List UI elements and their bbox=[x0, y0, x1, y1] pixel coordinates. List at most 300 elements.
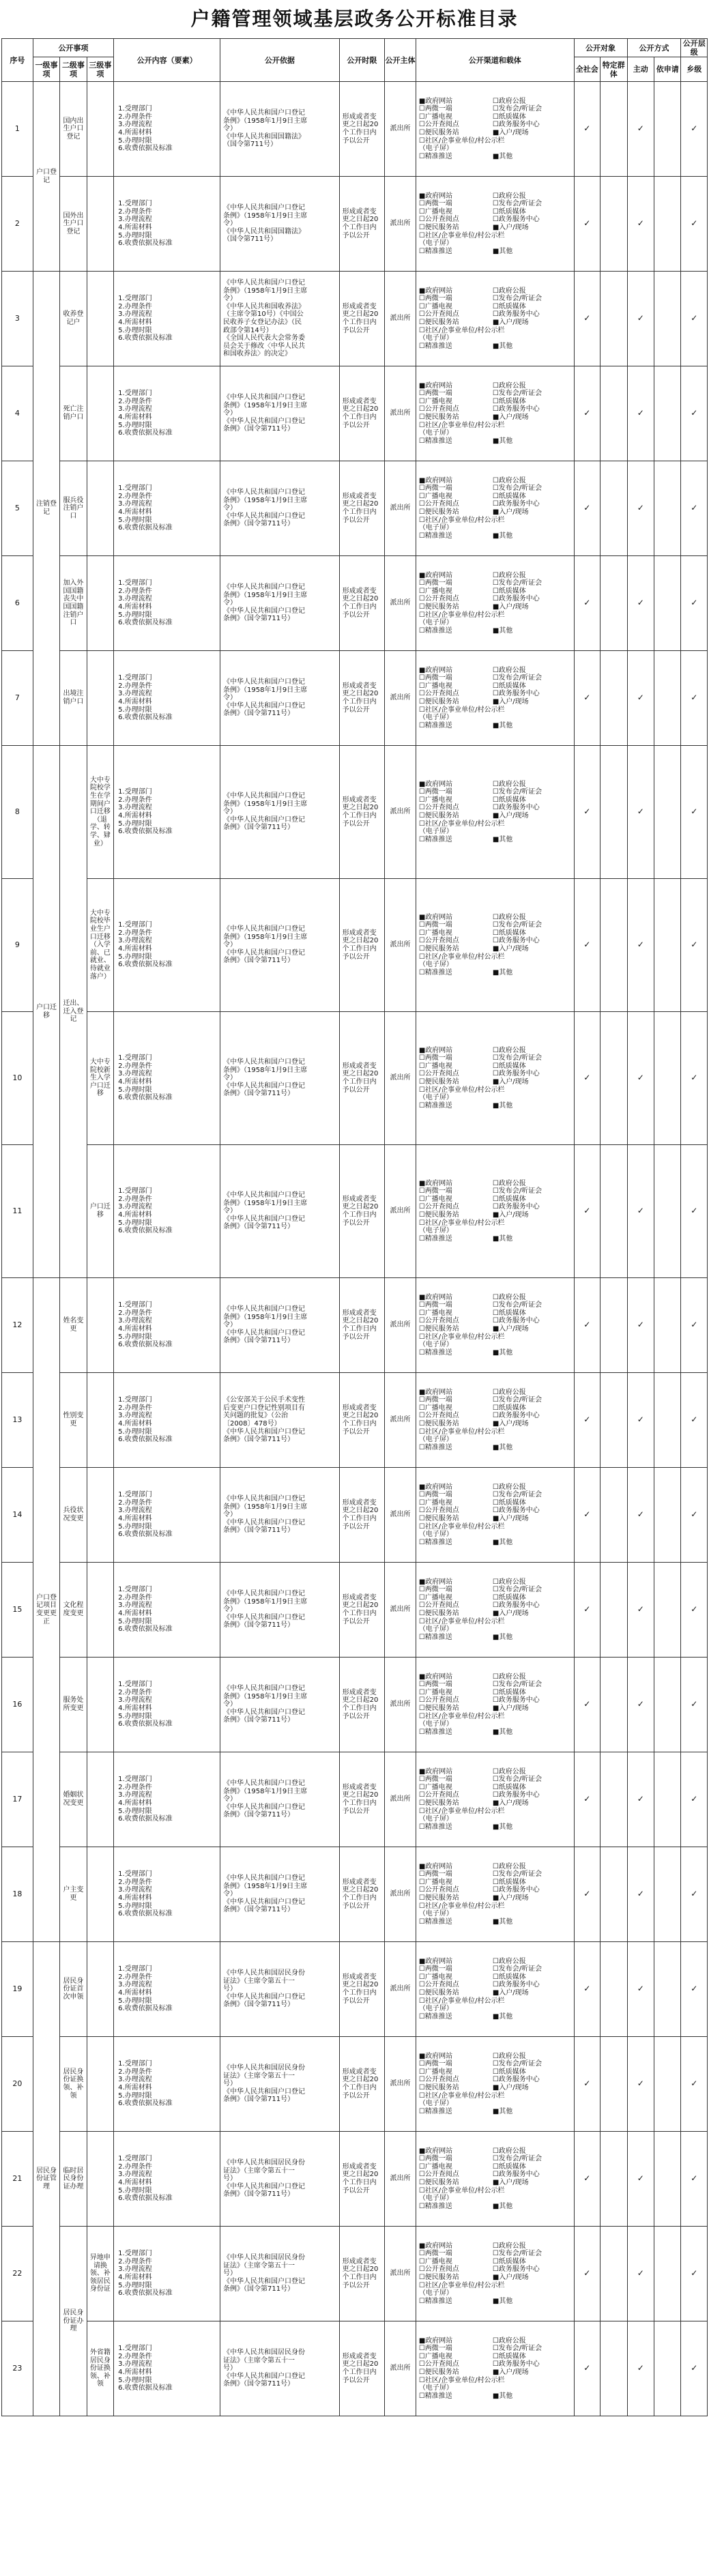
channel-option: ☐公开查阅点 bbox=[418, 2360, 459, 2369]
check-specific-group bbox=[601, 651, 627, 746]
basis-line: 《公安部关于公民手术变性 bbox=[223, 1396, 306, 1404]
channel-option bbox=[493, 1523, 574, 1531]
channel-option: ☐两微一端 bbox=[418, 674, 452, 682]
basis-line: （主席令第10号）《中国公 bbox=[223, 310, 304, 319]
public-channels bbox=[416, 366, 574, 461]
channel-option: ■政府网站 bbox=[418, 571, 453, 579]
channel-row bbox=[419, 1507, 574, 1515]
catalog-table bbox=[1, 38, 708, 2416]
channel-option: ☐便民服务站 bbox=[418, 1610, 459, 1617]
basis-line: 令） bbox=[223, 941, 237, 949]
basis-line: 条例》（国令第711号） bbox=[223, 2096, 295, 2104]
channel-option: ■入户/现场 bbox=[492, 1894, 529, 1902]
basis-line: 条例》（国令第711号） bbox=[223, 957, 295, 965]
channel-option bbox=[493, 1227, 574, 1235]
level2-matter: 姓名变更 bbox=[60, 1278, 87, 1373]
basis-line: 条例》（国令第711号） bbox=[223, 425, 295, 433]
channel-option: （电子屏） bbox=[418, 1436, 453, 1444]
content-item: 1.受理部门 bbox=[118, 105, 152, 113]
public-timing: 形成或者变更之日起20个工作日内予以公开 bbox=[339, 2132, 385, 2227]
channel-row bbox=[419, 303, 574, 311]
channel-option: ☐社区/企事业单位/村公示栏 bbox=[418, 1333, 505, 1341]
row-number: 17 bbox=[2, 1752, 33, 1847]
public-timing: 形成或者变更之日起20个工作日内予以公开 bbox=[339, 2037, 385, 2132]
basis-line: 条例》（1958年1月9日主席 bbox=[223, 591, 308, 599]
channel-option: ☐发布会/听证会 bbox=[492, 1776, 542, 1784]
channel-option: ■入户/现场 bbox=[492, 129, 529, 136]
channel-row bbox=[419, 1341, 574, 1349]
basis-line: 条例》（国令第711号） bbox=[223, 615, 295, 623]
channel-option: ■入户/现场 bbox=[492, 1420, 529, 1428]
basis-line: 令） bbox=[223, 125, 237, 133]
channel-row bbox=[419, 2179, 574, 2187]
public-timing: 形成或者变更之日起20个工作日内予以公开 bbox=[339, 366, 385, 461]
public-subject: 派出所 bbox=[385, 2227, 416, 2321]
table-row bbox=[2, 1468, 708, 1563]
channel-option: ☐政府公报 bbox=[492, 1046, 526, 1054]
channel-option bbox=[493, 619, 574, 627]
channel-option: ☐社区/企事业单位/村公示栏 bbox=[418, 136, 505, 145]
check-on-request bbox=[654, 746, 680, 879]
row-number: 10 bbox=[2, 1012, 33, 1145]
basis-line: 《中华人民共和国户口登记 bbox=[223, 678, 306, 686]
check-specific-group bbox=[601, 177, 627, 272]
channel-row bbox=[419, 2289, 574, 2298]
channel-option bbox=[493, 1086, 574, 1095]
channel-row bbox=[419, 1349, 574, 1357]
channel-option: ☐政务服务中心 bbox=[492, 1886, 540, 1894]
channel-option: ■入户/现场 bbox=[492, 2179, 529, 2186]
channel-row bbox=[419, 2250, 574, 2258]
check-township: ✓ bbox=[681, 879, 708, 1012]
content-item: 4.所需材料 bbox=[118, 319, 152, 326]
channel-option: ☐发布会/听证会 bbox=[492, 1681, 542, 1689]
content-item: 1.受理部门 bbox=[118, 674, 152, 682]
basis-line: 《中华人民共和国户口登记 bbox=[223, 1780, 306, 1788]
channel-row bbox=[419, 2337, 574, 2345]
public-subject: 派出所 bbox=[385, 1752, 416, 1847]
check-all-society: ✓ bbox=[574, 2037, 600, 2132]
channel-row bbox=[419, 1325, 574, 1333]
channel-option: ■入户/现场 bbox=[492, 698, 529, 706]
channel-option: ☐政府公报 bbox=[492, 287, 526, 295]
channel-option: ☐发布会/听证会 bbox=[492, 921, 542, 929]
channel-option: ☐政府公报 bbox=[492, 571, 526, 579]
channel-option: ☐便民服务站 bbox=[418, 2369, 459, 2376]
row-number: 12 bbox=[2, 1278, 33, 1373]
channel-row bbox=[419, 248, 574, 256]
channel-row bbox=[419, 1047, 574, 1055]
header-level3: 三级事项 bbox=[87, 57, 113, 82]
channel-row bbox=[419, 2369, 574, 2377]
channel-option: ■其他 bbox=[492, 1348, 513, 1357]
channel-option: ☐便民服务站 bbox=[418, 414, 459, 421]
content-item: 3.办理流程 bbox=[118, 1412, 152, 1420]
level3-matter bbox=[87, 1847, 113, 1942]
channel-row bbox=[419, 113, 574, 121]
content-item: 4.所需材料 bbox=[118, 1211, 152, 1219]
channel-option: ☐政府公报 bbox=[492, 1673, 526, 1681]
check-township: ✓ bbox=[681, 461, 708, 556]
content-item: 2.办理条件 bbox=[118, 113, 152, 121]
check-all-society: ✓ bbox=[574, 1278, 600, 1373]
content-item: 6.收费依据及标准 bbox=[118, 2005, 173, 2013]
basis-line: 号） bbox=[223, 2175, 237, 2183]
channel-row bbox=[419, 2068, 574, 2076]
channel-option: ☐社区/企事业单位/村公示栏 bbox=[418, 1807, 505, 1815]
channel-option: ☐政务服务中心 bbox=[492, 2266, 540, 2274]
channel-option: ■其他 bbox=[492, 1728, 513, 1736]
channel-option: ☐两微一端 bbox=[418, 579, 452, 588]
content-item: 5.办理时限 bbox=[118, 1219, 152, 1227]
channel-option: ☐社区/企事业单位/村公示栏 bbox=[418, 1428, 505, 1436]
basis-line: 条例》（1958年1月9日主席 bbox=[223, 1503, 308, 1511]
content-item: 4.所需材料 bbox=[118, 2369, 152, 2376]
check-all-society: ✓ bbox=[574, 1145, 600, 1278]
channel-option: ☐便民服务站 bbox=[418, 812, 459, 820]
basis-line: 令） bbox=[223, 1511, 237, 1519]
channel-option: ☐广播电视 bbox=[418, 1783, 452, 1791]
channel-row bbox=[419, 224, 574, 232]
channel-option: ■政府网站 bbox=[418, 2147, 453, 2155]
channel-row bbox=[419, 1989, 574, 1997]
channel-option: ■其他 bbox=[492, 2012, 513, 2021]
table-row bbox=[2, 879, 708, 1012]
content-item: 4.所需材料 bbox=[118, 1610, 152, 1617]
basis-line: 《中华人民共和国户口登记 bbox=[223, 1875, 306, 1883]
channel-row bbox=[419, 508, 574, 517]
channel-option bbox=[493, 137, 574, 145]
channel-option: ☐发布会/听证会 bbox=[492, 788, 542, 796]
public-channels bbox=[416, 651, 574, 746]
check-township: ✓ bbox=[681, 366, 708, 461]
basis-line: 条例》（国令第711号） bbox=[223, 1811, 295, 1819]
channel-row bbox=[419, 1523, 574, 1531]
channel-option: ☐两微一端 bbox=[418, 1396, 452, 1404]
content-item: 5.办理时限 bbox=[118, 1428, 152, 1436]
channel-option bbox=[493, 1815, 574, 1823]
check-township: ✓ bbox=[681, 2037, 708, 2132]
channel-option: ☐政务服务中心 bbox=[492, 804, 540, 812]
level2-matter: 临时居民身份证办理 bbox=[60, 2132, 87, 2227]
basis-line: 《中华人民共和国居民身份 bbox=[223, 2159, 306, 2167]
basis-line: 条例》（1958年1月9日主席 bbox=[223, 686, 308, 694]
channel-option: ☐政务服务中心 bbox=[492, 937, 540, 945]
channel-row bbox=[419, 722, 574, 730]
channel-option: ■政府网站 bbox=[418, 780, 453, 788]
content-item: 2.办理条件 bbox=[118, 1878, 152, 1886]
channel-row bbox=[419, 1227, 574, 1235]
channel-row bbox=[419, 2013, 574, 2021]
content-item: 4.所需材料 bbox=[118, 1515, 152, 1522]
check-active: ✓ bbox=[627, 2037, 654, 2132]
channel-option: ☐社区/企事业单位/村公示栏 bbox=[418, 1712, 505, 1720]
channel-option: ☐社区/企事业单位/村公示栏 bbox=[418, 1617, 505, 1625]
channel-row bbox=[419, 1428, 574, 1436]
check-all-society: ✓ bbox=[574, 2227, 600, 2321]
content-item: 3.办理流程 bbox=[118, 1696, 152, 1705]
channel-row bbox=[419, 1484, 574, 1492]
check-township: ✓ bbox=[681, 2321, 708, 2416]
channel-row bbox=[419, 1863, 574, 1871]
header-seq: 序号 bbox=[2, 39, 33, 82]
channel-row bbox=[419, 1681, 574, 1689]
channel-row bbox=[419, 1094, 574, 1102]
public-basis bbox=[220, 1145, 340, 1278]
check-specific-group bbox=[601, 1145, 627, 1278]
channel-row bbox=[419, 1070, 574, 1078]
channel-row bbox=[419, 1235, 574, 1243]
channel-option bbox=[493, 2100, 574, 2108]
content-item: 5.办理时限 bbox=[118, 2092, 152, 2100]
basis-line: 条例》（1958年1月9日主席 bbox=[223, 1787, 308, 1795]
check-township: ✓ bbox=[681, 177, 708, 272]
check-active: ✓ bbox=[627, 461, 654, 556]
channel-option bbox=[493, 953, 574, 961]
channel-option: （电子屏） bbox=[418, 1625, 453, 1634]
content-item: 3.办理流程 bbox=[118, 1981, 152, 1989]
check-specific-group bbox=[601, 1658, 627, 1752]
channel-option: ☐两微一端 bbox=[418, 1681, 452, 1689]
channel-option: ☐广播电视 bbox=[418, 1404, 452, 1412]
basis-line: 《中华人民共和国户口登记 bbox=[223, 2277, 306, 2285]
channel-option bbox=[493, 2092, 574, 2100]
check-on-request bbox=[654, 556, 680, 651]
channel-option: ☐广播电视 bbox=[418, 2162, 452, 2171]
channel-row bbox=[419, 1618, 574, 1626]
basis-line: 和国收养法〉的决定》 bbox=[223, 350, 292, 358]
channel-option: ☐发布会/听证会 bbox=[492, 1396, 542, 1404]
row-number: 6 bbox=[2, 556, 33, 651]
channel-option bbox=[493, 517, 574, 525]
basis-line: 条例》（1958年1月9日主席 bbox=[223, 1313, 308, 1321]
basis-line: 条例》（国令第711号） bbox=[223, 2190, 295, 2199]
basis-line: 《中华人民共和国户口登记 bbox=[223, 1993, 306, 2001]
content-item: 1.受理部门 bbox=[118, 1187, 152, 1196]
level1-matter: 注销登记 bbox=[33, 272, 59, 746]
channel-option: ☐纸质媒体 bbox=[492, 1878, 526, 1886]
check-on-request bbox=[654, 1942, 680, 2037]
channel-row bbox=[419, 1808, 574, 1816]
level2-matter: 出境注销户口 bbox=[60, 651, 87, 746]
table-row bbox=[2, 556, 708, 651]
check-specific-group bbox=[601, 1012, 627, 1145]
basis-line: 《中华人民共和国户口登记 bbox=[223, 1058, 306, 1067]
check-specific-group bbox=[601, 1563, 627, 1658]
channel-option: ☐便民服务站 bbox=[418, 2084, 459, 2092]
public-subject: 派出所 bbox=[385, 1012, 416, 1145]
public-content bbox=[114, 2132, 220, 2227]
level2-matter: 居民身份证办理 bbox=[60, 2227, 87, 2416]
channel-option bbox=[493, 961, 574, 969]
channel-row bbox=[419, 674, 574, 682]
public-channels bbox=[416, 1145, 574, 1278]
channel-option: ■其他 bbox=[492, 1823, 513, 1831]
public-basis bbox=[220, 2227, 340, 2321]
public-timing: 形成或者变更之日起20个工作日内予以公开 bbox=[339, 82, 385, 177]
channel-option bbox=[493, 2187, 574, 2195]
channel-option: ☐广播电视 bbox=[418, 1593, 452, 1602]
channel-option: ■其他 bbox=[492, 2202, 513, 2210]
channel-row bbox=[419, 524, 574, 532]
check-all-society: ✓ bbox=[574, 1563, 600, 1658]
channel-option: ☐纸质媒体 bbox=[492, 2068, 526, 2076]
public-channels bbox=[416, 556, 574, 651]
check-active: ✓ bbox=[627, 1145, 654, 1278]
channel-option: ☐广播电视 bbox=[418, 113, 452, 121]
channel-option: ☐便民服务站 bbox=[418, 319, 459, 326]
channel-option bbox=[493, 2384, 574, 2392]
channel-option: ☐社区/企事业单位/村公示栏 bbox=[418, 2186, 505, 2195]
channel-option: ☐两微一端 bbox=[418, 295, 452, 303]
public-content bbox=[114, 177, 220, 272]
check-on-request bbox=[654, 2321, 680, 2416]
public-subject: 派出所 bbox=[385, 272, 416, 366]
header-channel: 公开渠道和载体 bbox=[416, 39, 574, 82]
channel-option: ☐两微一端 bbox=[418, 1586, 452, 1594]
basis-line: 令） bbox=[223, 295, 237, 303]
channel-row bbox=[419, 2345, 574, 2353]
content-item: 3.办理流程 bbox=[118, 690, 152, 698]
content-item: 1.受理部门 bbox=[118, 484, 152, 493]
basis-line: 条例》（1958年1月9日主席 bbox=[223, 401, 308, 409]
level1-matter: 户口登记 bbox=[33, 82, 59, 272]
channel-row bbox=[419, 1768, 574, 1776]
content-item: 1.受理部门 bbox=[118, 390, 152, 398]
channel-option: ☐便民服务站 bbox=[418, 1989, 459, 1997]
channel-row bbox=[419, 1102, 574, 1110]
channel-option: ■其他 bbox=[492, 721, 513, 729]
channel-option: （电子屏） bbox=[418, 1720, 453, 1728]
content-item: 5.办理时限 bbox=[118, 516, 152, 524]
public-content bbox=[114, 1278, 220, 1373]
level3-matter: 外省籍居民身份证换领、补领 bbox=[87, 2321, 113, 2416]
channel-option bbox=[493, 327, 574, 335]
channel-option: ☐社区/企事业单位/村公示栏 bbox=[418, 231, 505, 240]
basis-line: 条例》（国令第711号） bbox=[223, 1090, 295, 1098]
content-item: 1.受理部门 bbox=[118, 1870, 152, 1879]
basis-line: 《中华人民共和国居民身份 bbox=[223, 2254, 306, 2262]
content-item: 3.办理流程 bbox=[118, 1791, 152, 1799]
channel-option: （电子屏） bbox=[418, 429, 453, 437]
channel-option: ☐精准推送 bbox=[418, 1728, 452, 1736]
content-item: 3.办理流程 bbox=[118, 121, 152, 129]
channel-option bbox=[493, 828, 574, 836]
channel-row bbox=[419, 208, 574, 216]
channel-option: ☐便民服务站 bbox=[418, 1325, 459, 1333]
channel-option: （电子屏） bbox=[418, 1531, 453, 1539]
check-active: ✓ bbox=[627, 651, 654, 746]
channel-row bbox=[419, 2053, 574, 2061]
check-township: ✓ bbox=[681, 1373, 708, 1468]
channel-option: （电子屏） bbox=[418, 1094, 453, 1102]
channel-row bbox=[419, 1309, 574, 1318]
channel-row bbox=[419, 1086, 574, 1095]
channel-option: ☐精准推送 bbox=[418, 247, 452, 255]
content-item: 3.办理流程 bbox=[118, 216, 152, 224]
check-township: ✓ bbox=[681, 2227, 708, 2321]
level2-matter: 户主变更 bbox=[60, 1847, 87, 1942]
level2-matter: 加入外国国籍丧失中国国籍注销户口 bbox=[60, 556, 87, 651]
channel-option: ☐精准推送 bbox=[418, 1538, 452, 1546]
public-subject: 派出所 bbox=[385, 177, 416, 272]
channel-row bbox=[419, 1696, 574, 1705]
basis-line: 《中华人民共和国户口登记 bbox=[223, 2087, 306, 2096]
content-item: 6.收费依据及标准 bbox=[118, 714, 173, 722]
channel-option: ☐纸质媒体 bbox=[492, 1783, 526, 1791]
channel-option: ■政府网站 bbox=[418, 1046, 453, 1054]
basis-line: 条例》（1958年1月9日主席 bbox=[223, 800, 308, 808]
channel-option: ☐公开查阅点 bbox=[418, 1602, 459, 1610]
channel-option: ☐发布会/听证会 bbox=[492, 2155, 542, 2163]
channel-option: ☐纸质媒体 bbox=[492, 1973, 526, 1981]
basis-line: （国令第711号） bbox=[223, 141, 278, 149]
public-basis bbox=[220, 2132, 340, 2227]
public-content bbox=[114, 1373, 220, 1468]
channel-option: ☐社区/企事业单位/村公示栏 bbox=[418, 1219, 505, 1227]
channel-option: ☐纸质媒体 bbox=[492, 397, 526, 405]
basis-line: 条例》（国令第711号） bbox=[223, 2001, 295, 2009]
check-active: ✓ bbox=[627, 2321, 654, 2416]
table-row bbox=[2, 366, 708, 461]
public-content bbox=[114, 1942, 220, 2037]
public-content bbox=[114, 651, 220, 746]
channel-option: ■政府网站 bbox=[418, 2336, 453, 2345]
channel-row bbox=[419, 961, 574, 969]
channel-option: ■其他 bbox=[492, 2392, 513, 2400]
channel-option: ☐便民服务站 bbox=[418, 1420, 459, 1428]
channel-row bbox=[419, 2155, 574, 2163]
basis-line: 条例》（1958年1月9日主席 bbox=[223, 1199, 308, 1207]
channel-option: ☐公开查阅点 bbox=[418, 2266, 459, 2274]
channel-row bbox=[419, 1918, 574, 1926]
basis-line: 条例》（国令第711号） bbox=[223, 1436, 295, 1444]
level3-matter bbox=[87, 1468, 113, 1563]
public-content bbox=[114, 1847, 220, 1942]
channel-option: （电子屏） bbox=[418, 1910, 453, 1918]
channel-option: ☐便民服务站 bbox=[418, 508, 459, 516]
channel-row bbox=[419, 2147, 574, 2156]
channel-option: ☐便民服务站 bbox=[418, 1799, 459, 1807]
page-title: 户籍管理领域基层政务公开标准目录 bbox=[190, 8, 519, 30]
check-all-society: ✓ bbox=[574, 1012, 600, 1145]
channel-option: ☐政府公报 bbox=[492, 913, 526, 921]
channel-row bbox=[419, 1910, 574, 1918]
check-on-request bbox=[654, 651, 680, 746]
channel-option: ☐社区/企事业单位/村公示栏 bbox=[418, 1086, 505, 1094]
public-content bbox=[114, 1658, 220, 1752]
check-all-society: ✓ bbox=[574, 1752, 600, 1847]
channel-option: ☐两微一端 bbox=[418, 484, 452, 493]
channel-row bbox=[419, 1062, 574, 1071]
channel-row bbox=[419, 1776, 574, 1784]
content-item: 2.办理条件 bbox=[118, 1783, 152, 1791]
basis-line: 令） bbox=[223, 1207, 237, 1215]
check-township: ✓ bbox=[681, 272, 708, 366]
channel-option: ■其他 bbox=[492, 1633, 513, 1641]
content-item: 6.收费依据及标准 bbox=[118, 1436, 173, 1444]
channel-option: ☐政务服务中心 bbox=[492, 690, 540, 698]
content-item: 6.收费依据及标准 bbox=[118, 1341, 173, 1349]
channel-row bbox=[419, 137, 574, 145]
content-item: 6.收费依据及标准 bbox=[118, 1910, 173, 1918]
public-channels bbox=[416, 2037, 574, 2132]
basis-line: 《中华人民共和国户口登记 bbox=[223, 701, 306, 710]
channel-option: ☐纸质媒体 bbox=[492, 207, 526, 216]
level2-matter: 服务处所变更 bbox=[60, 1658, 87, 1752]
channel-row bbox=[419, 1333, 574, 1342]
basis-line: 证法》（主席令第五十一 bbox=[223, 2356, 295, 2364]
